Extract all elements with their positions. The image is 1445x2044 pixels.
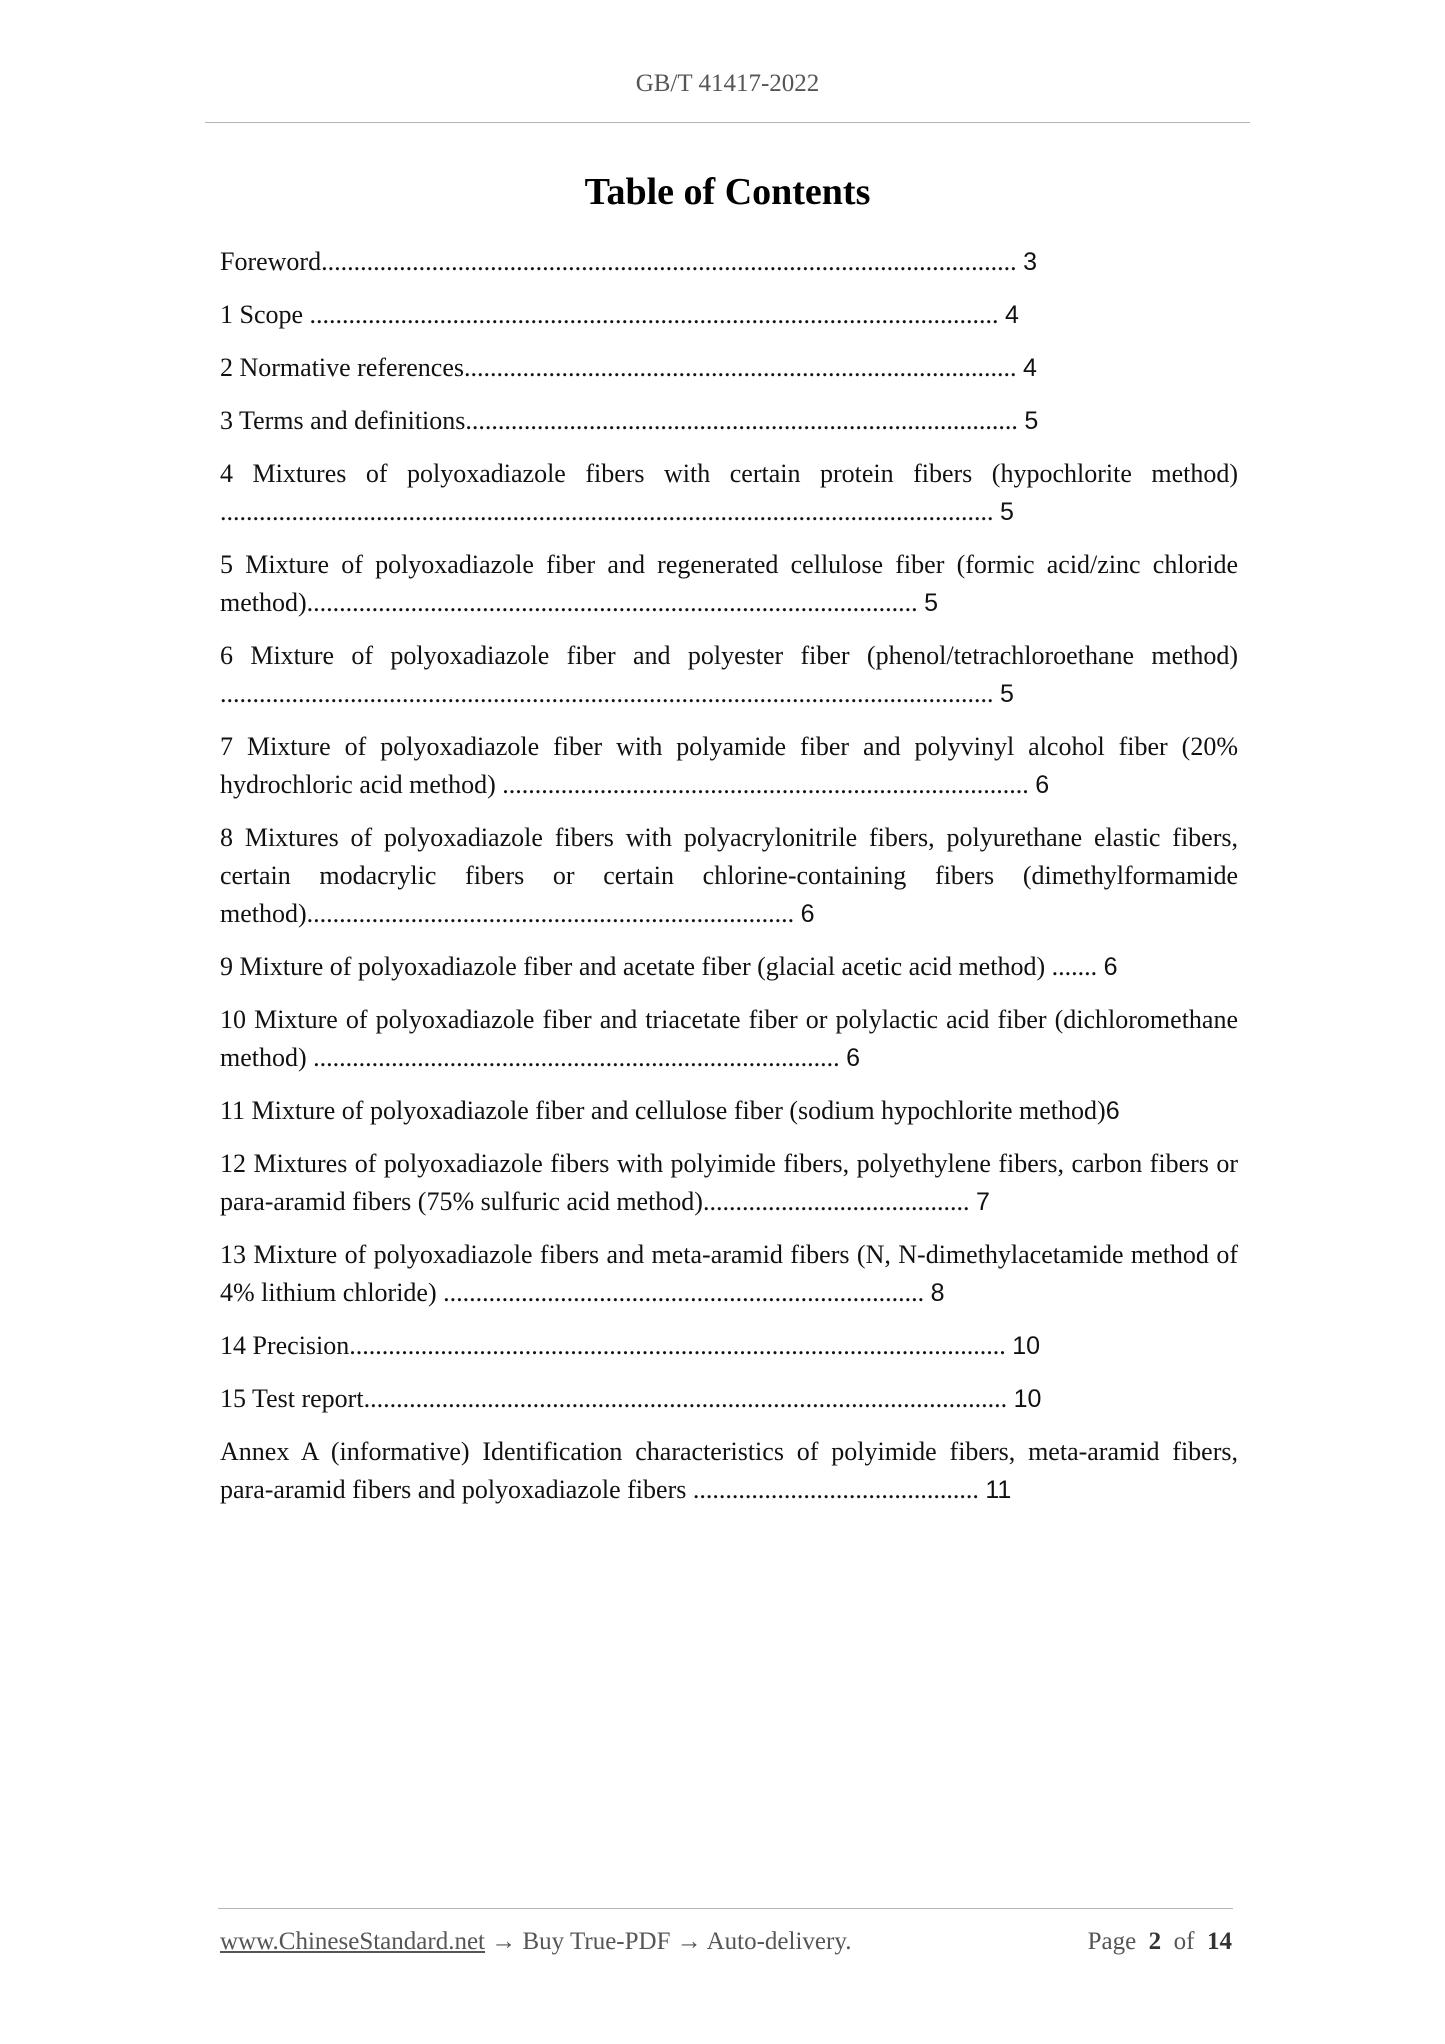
toc-entry-text: 9 Mixture of polyoxadiazole fiber and acetate fiber (glacial acetic acid method) <box>220 952 1046 981</box>
toc-entry-text: 2 Normative references <box>220 353 464 382</box>
toc-entry-text: 3 Terms and definitions <box>220 406 466 435</box>
toc-entry-text: 6 Mixture of polyoxadiazole fiber and polyester fiber (phenol/tetrachloroethane method) <box>220 641 1238 670</box>
toc-page-number: 4 <box>1005 301 1019 329</box>
toc-entry-section-11[interactable] <box>220 1092 1238 1130</box>
toc-entry-text: 10 Mixture of polyoxadiazole fiber and triacetate fiber or polylactic acid fiber (dichloromethane method) <box>220 1005 1238 1072</box>
toc-entry-text: 15 Test report <box>220 1384 364 1413</box>
toc-page-number: 6 <box>846 1044 861 1072</box>
toc-page-number: 6 <box>800 900 815 928</box>
toc-entry-foreword[interactable] <box>220 243 1238 281</box>
toc-entry-terms-definitions[interactable] <box>220 402 1238 440</box>
arrow-right-icon: → <box>491 1928 517 1955</box>
toc-leader-dots: .......................................................................................................... <box>303 300 999 329</box>
toc-entry-text: Annex A (informative) Identification characteristics of polyimide fibers, meta-aramid fibers, para-aramid fibers and polyoxadiazole fibers <box>220 1437 1238 1504</box>
toc-page-number: 4 <box>1022 354 1037 382</box>
toc-leader-dots: ....... <box>1045 952 1098 981</box>
toc-entry-section-4[interactable] <box>220 455 1238 531</box>
toc-leader-dots: .............................................................................................. <box>306 588 918 617</box>
footer-divider <box>218 1908 1233 1909</box>
toc-page-number: 7 <box>975 1188 990 1216</box>
auto-delivery-text: Auto-delivery. <box>706 1928 852 1955</box>
toc-page-number: 10 <box>1013 1385 1042 1413</box>
toc-entry-section-6[interactable] <box>220 637 1238 713</box>
table-of-contents <box>220 243 1238 1524</box>
toc-entry-section-7[interactable] <box>220 728 1238 804</box>
website-link[interactable]: www.ChineseStandard.net <box>220 1928 485 1955</box>
toc-leader-dots: ..................................................................................... <box>463 353 1017 382</box>
toc-leader-dots: ..................................................................................................... <box>349 1331 1006 1360</box>
toc-page-number: 6 <box>1105 1097 1120 1125</box>
page-indicator <box>1088 1928 1232 1956</box>
toc-entry-text: 8 Mixtures of polyoxadiazole fibers with polyacrylonitrile fibers, polyurethane elastic fibers, certain modacrylic fibers or certain chlorine-containing fibers (dimethylformamide method) <box>220 823 1238 928</box>
toc-page-number: 6 <box>1035 771 1050 799</box>
toc-entry-section-13[interactable] <box>220 1236 1238 1312</box>
toc-page-number: 3 <box>1023 248 1037 276</box>
page-total: 14 <box>1207 1928 1232 1955</box>
toc-entry-text: 7 Mixture of polyoxadiazole fiber with polyamide fiber and polyvinyl alcohol fiber (20% hydrochloric acid method) <box>220 732 1238 799</box>
toc-page-number: 6 <box>1103 953 1118 981</box>
toc-entry-text: Foreword <box>220 247 322 276</box>
toc-entry-annex-a[interactable] <box>220 1433 1238 1509</box>
toc-leader-dots: ................................................................................. <box>495 770 1029 799</box>
toc-entry-section-10[interactable] <box>220 1001 1238 1077</box>
toc-entry-text: 4 Mixtures of polyoxadiazole fibers with certain protein fibers (hypochlorite method) <box>220 459 1238 488</box>
toc-leader-dots: ....................................................................................................................... <box>220 497 994 526</box>
toc-entry-text: 11 Mixture of polyoxadiazole fiber and cellulose fiber (sodium hypochlorite method) <box>220 1096 1106 1125</box>
toc-entry-scope[interactable] <box>220 296 1238 334</box>
toc-entry-section-12[interactable] <box>220 1145 1238 1221</box>
toc-entry-section-9[interactable] <box>220 948 1238 986</box>
toc-page-number: 5 <box>1000 498 1014 526</box>
toc-leader-dots: ................................................................................................... <box>363 1384 1008 1413</box>
toc-entry-text: 5 Mixture of polyoxadiazole fiber and regenerated cellulose fiber (formic acid/zinc chloride method) <box>220 550 1238 617</box>
toc-entry-text: 14 Precision <box>220 1331 350 1360</box>
toc-entry-test-report[interactable] <box>220 1380 1238 1418</box>
toc-page-number: 10 <box>1012 1332 1041 1360</box>
toc-entry-text: 13 Mixture of polyoxadiazole fibers and meta-aramid fibers (N, N-dimethylacetamide method of 4% lithium chloride) <box>220 1240 1238 1307</box>
toc-leader-dots: ............................................ <box>686 1475 979 1504</box>
toc-entry-section-8[interactable] <box>220 819 1238 933</box>
toc-entry-normative-references[interactable] <box>220 349 1238 387</box>
toc-leader-dots: ......................................... <box>702 1187 970 1216</box>
toc-leader-dots: ..................................................................................... <box>465 406 1018 435</box>
toc-page-number: 5 <box>924 589 939 617</box>
toc-title: Table of Contents <box>584 171 871 213</box>
toc-leader-dots: ................................................................................. <box>306 1043 840 1072</box>
toc-page-number: 11 <box>985 1476 1012 1504</box>
buy-true-pdf-text: Buy True-PDF <box>522 1928 671 1955</box>
toc-entry-precision[interactable] <box>220 1327 1238 1365</box>
header-divider <box>205 122 1250 123</box>
page-current: 2 <box>1148 1928 1162 1955</box>
toc-entry-text: 12 Mixtures of polyoxadiazole fibers with polyimide fibers, polyethylene fibers, carbon fibers or para-aramid fibers (75% sulfuric acid method) <box>220 1149 1238 1216</box>
toc-page-number: 8 <box>930 1279 945 1307</box>
toc-entry-text: 1 Scope <box>220 300 304 329</box>
arrow-right-icon: → <box>676 1928 702 1955</box>
toc-leader-dots: ....................................................................................................................... <box>220 679 994 708</box>
page-label: Page <box>1087 1928 1137 1955</box>
toc-page-number: 5 <box>1000 680 1014 708</box>
toc-entry-section-5[interactable] <box>220 546 1238 622</box>
running-header: GB/T 41417-2022 <box>635 70 820 97</box>
toc-leader-dots: ........................................................................... <box>306 899 795 928</box>
footer-promo <box>220 1928 851 1956</box>
toc-page-number: 5 <box>1024 407 1039 435</box>
toc-leader-dots: .......................................................................... <box>436 1278 925 1307</box>
page-of-label: of <box>1173 1928 1195 1955</box>
toc-leader-dots: ........................................................................................................... <box>321 247 1017 276</box>
